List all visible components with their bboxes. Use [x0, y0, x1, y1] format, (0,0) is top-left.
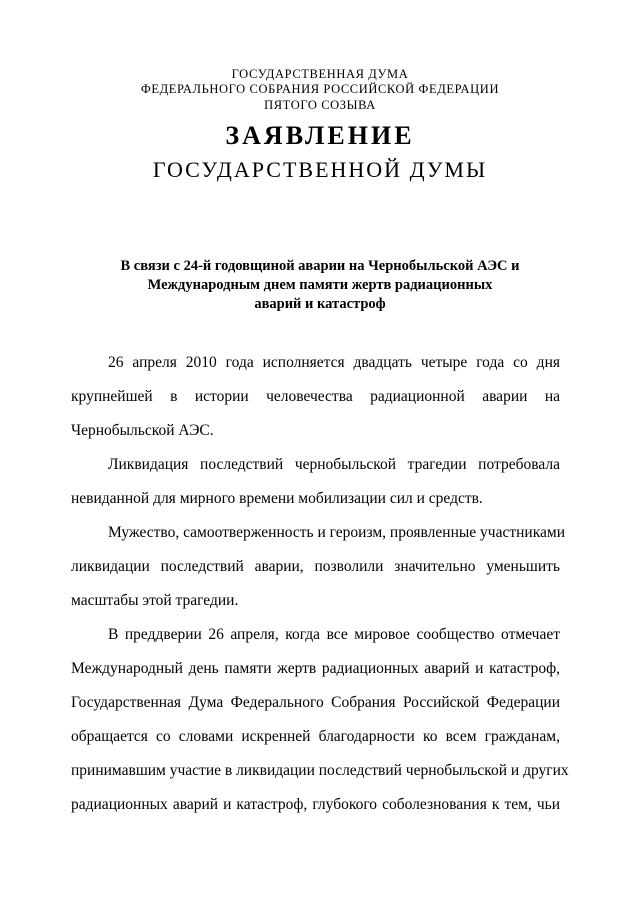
issuer-line-3: ПЯТОГО СОЗЫВА	[264, 98, 376, 112]
paragraph-line: крупнейшей в истории человечества радиационной аварии на	[71, 388, 560, 405]
paragraph-line: ликвидации последствий аварии, позволили значительно уменьшить	[71, 558, 560, 575]
paragraph-line: 26 апреля 2010 года исполняется двадцать четыре года со дня	[108, 354, 560, 371]
paragraph-line: Мужество, самоотверженность и героизм, проявленные участниками	[108, 524, 565, 541]
paragraph-line: Ликвидация последствий чернобыльской трагедии потребовала	[108, 456, 560, 473]
paragraph-line: радиационных аварий и катастроф, глубокого соболезнования к тем, чьи	[71, 796, 560, 813]
paragraph-line: Чернобыльской АЭС.	[71, 422, 214, 439]
document-subtitle: ГОСУДАРСТВЕННОЙ ДУМЫ	[152, 157, 488, 182]
document-subject	[60, 257, 580, 314]
paragraph-line: принимавшим участие в ликвидации последствий чернобыльской и других	[71, 762, 569, 779]
issuer-line-1: ГОСУДАРСТВЕННАЯ ДУМА	[231, 67, 409, 81]
issuer-line-2: ФЕДЕРАЛЬНОГО СОБРАНИЯ РОССИЙСКОЙ ФЕДЕРАЦИИ	[140, 82, 500, 96]
subject-line-3: аварий и катастроф	[254, 296, 386, 312]
paragraph-line: Государственная Дума Федерального Собрания Российской Федерации	[71, 694, 560, 711]
document-title: ЗАЯВЛЕНИЕ	[225, 121, 415, 150]
subject-line-2: Международным днем памяти жертв радиационных	[147, 277, 493, 293]
paragraph-line: масштабы этой трагедии.	[71, 592, 239, 609]
paragraph-line: В преддверии 26 апреля, когда все мировое сообщество отмечает	[108, 626, 560, 643]
subject-line-1: В связи с 24-й годовщиной аварии на Чернобыльской АЭС и	[120, 258, 520, 274]
paragraph-line: невиданной для мирного времени мобилизации сил и средств.	[71, 490, 483, 507]
paragraph-3	[71, 516, 565, 618]
paragraph-2	[71, 448, 560, 516]
paragraph-line: обращается со словами искренней благодарности ко всем гражданам,	[71, 728, 560, 745]
paragraph-1	[71, 346, 560, 448]
paragraph-4	[71, 618, 569, 822]
paragraph-line: Международный день памяти жертв радиационных аварий и катастроф,	[71, 660, 560, 677]
document-body	[71, 346, 569, 822]
